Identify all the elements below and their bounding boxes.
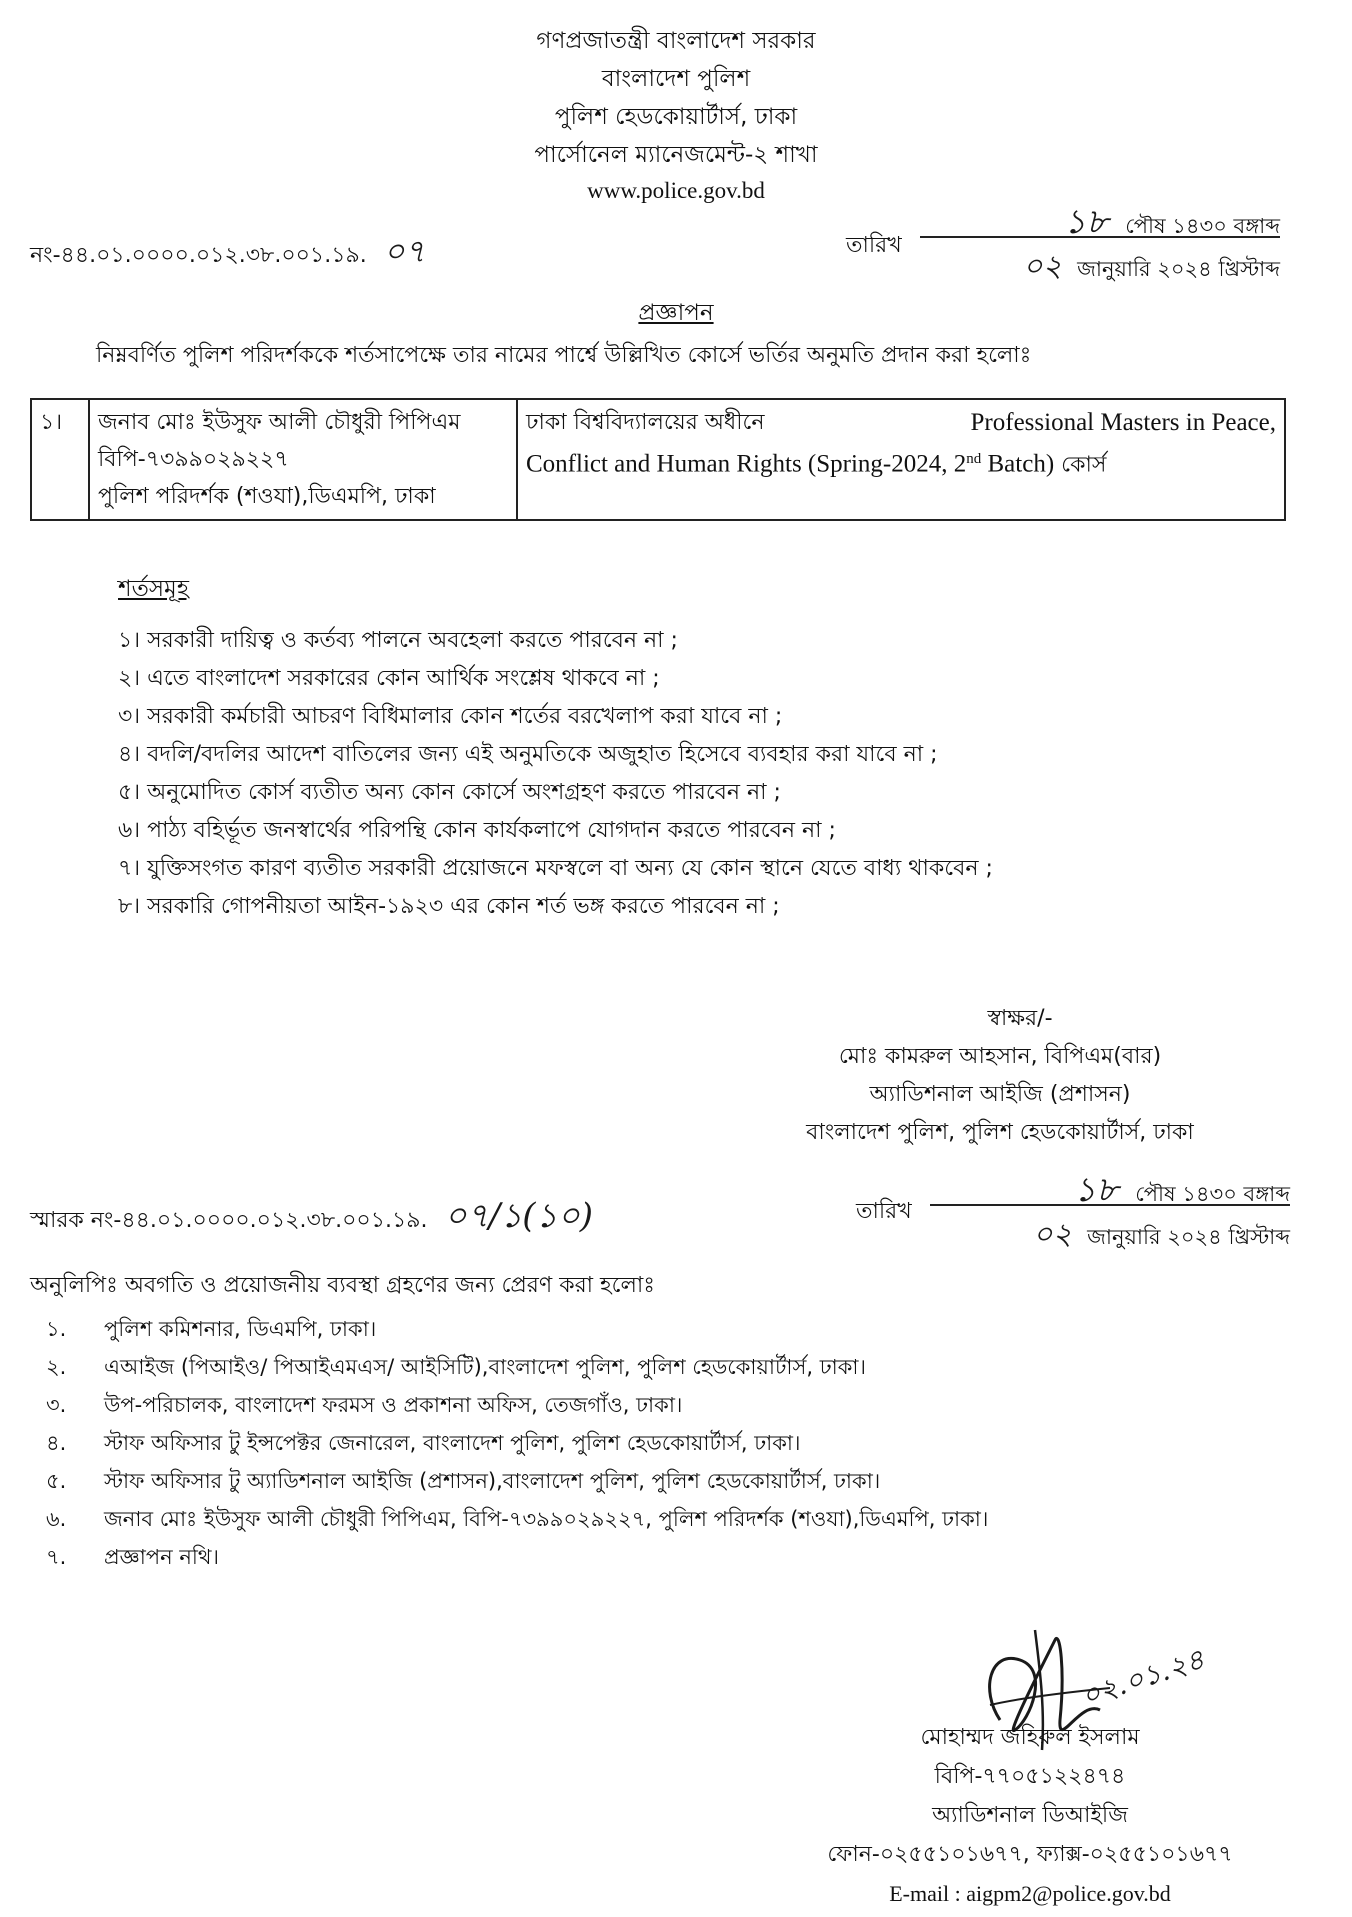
signatory-2-phone: ফোন-০২৫৫১০১৬৭৭, ফ্যাক্স-০২৫৫১০১৬৭৭ xyxy=(827,1842,1233,1867)
condition-item: ২। এতে বাংলাদেশ সরকারের কোন আর্থিক সংশ্লেষ থাকবে না ; xyxy=(118,666,660,691)
date-label: তারিখ xyxy=(846,233,902,258)
bangla-day: ১৮ xyxy=(1064,202,1109,242)
course-title-line2: Conflict and Human Rights (Spring-2024, 2 xyxy=(526,450,967,478)
signature-block-2 xyxy=(800,1718,1260,1913)
handwritten-signature-date: ০২.০১.২৪ xyxy=(1077,1642,1209,1713)
copy-number: ৭. xyxy=(46,1545,67,1569)
notice-title: প্রজ্ঞাপন xyxy=(638,300,714,326)
memo-prefix-2: স্মারক নং-৪৪.০১.০০০০.০১২.৩৮.০০১.১৯. xyxy=(30,1208,428,1233)
copy-recipient: স্টাফ অফিসার টু ইন্সপেক্টর জেনারেল, বাংলাদেশ পুলিশ, পুলিশ হেডকোয়ার্টার্স, ঢাকা। xyxy=(104,1431,801,1455)
memo-prefix: নং-৪৪.০১.০০০০.০১২.৩৮.০০১.১৯. xyxy=(30,243,367,268)
list-item xyxy=(46,1310,1296,1348)
list-item xyxy=(46,1386,1296,1424)
copy-recipient: স্টাফ অফিসার টু অ্যাডিশনাল আইজি (প্রশাসন),বাংলাদেশ পুলিশ, পুলিশ হেডকোয়ার্টার্স, ঢাকা। xyxy=(104,1469,881,1493)
memo-handwritten-number: ০৭ xyxy=(383,232,426,270)
date-label-2: তারিখ xyxy=(856,1199,912,1224)
bangla-date: পৌষ ১৪৩০ বঙ্গাব্দ xyxy=(1125,214,1280,238)
copy-recipient: জনাব মোঃ ইউসুফ আলী চৌধুরী পিপিএম, বিপি-৭৩৯৯০২৯২২৭, পুলিশ পরিদর্শক (শওযা),ডিএমপি, ঢাকা। xyxy=(104,1507,989,1531)
gregorian-date: জানুয়ারি ২০২৪ খ্রিস্টাব্দ xyxy=(1077,257,1280,281)
condition-item: ৭। যুক্তিসংগত কারণ ব্যতীত সরকারী প্রয়োজনে মফস্বলে বা অন্য যে কোন স্থানে যেতে বাধ্য থাকবেন ; xyxy=(118,856,993,881)
nominee-post: পুলিশ পরিদর্শক (শওযা),ডিএমপি, ঢাকা xyxy=(98,484,436,509)
table-row xyxy=(31,399,1285,520)
list-item xyxy=(46,1538,1296,1576)
signatory-office: বাংলাদেশ পুলিশ, পুলিশ হেডকোয়ার্টার্স, ঢাকা xyxy=(806,1120,1194,1145)
bangla-day-2: ১৮ xyxy=(1074,1170,1119,1210)
copy-recipient: পুলিশ কমিশনার, ডিএমপি, ঢাকা। xyxy=(104,1317,377,1341)
signed-mark: স্বাক্ষর/- xyxy=(987,1006,1053,1031)
nominee-name: জনাব মোঃ ইউসুফ আলী চৌধুরী পিপিএম xyxy=(98,410,461,435)
nominee-bp: বিপি-৭৩৯৯০২৯২২৭ xyxy=(98,447,289,472)
list-item xyxy=(46,1462,1296,1500)
copy-number: ২. xyxy=(46,1355,67,1379)
date-block xyxy=(920,196,1280,293)
condition-item: ৫। অনুমোদিত কোর্স ব্যতীত অন্য কোন কোর্সে অংশগ্রহণ করতে পারবেন না ; xyxy=(118,780,781,805)
government-name: গণপ্রজাতন্ত্রী বাংলাদেশ সরকার xyxy=(536,28,816,54)
copy-number: ৬. xyxy=(46,1507,67,1531)
condition-item: ১। সরকারী দায়িত্ব ও কর্তব্য পালনে অবহেলা করতে পারবেন না ; xyxy=(118,628,678,653)
course-suffix: কোর্স xyxy=(1061,452,1107,478)
organization-name: বাংলাদেশ পুলিশ xyxy=(601,66,751,92)
gregorian-day-2: ০২ xyxy=(1032,1217,1072,1252)
copy-number: ৫. xyxy=(46,1469,67,1493)
branch-name: পার্সোনেল ম্যানেজমেন্ট-২ শাখা xyxy=(534,142,818,168)
signatory-name: মোঃ কামরুল আহসান, বিপিএম(বার) xyxy=(838,1044,1162,1069)
course-batch: Batch) xyxy=(981,450,1055,478)
copy-recipient: এআইজ (পিআইও/ পিআইএমএস/ আইসিটি),বাংলাদেশ পুলিশ, পুলিশ হেডকোয়ার্টার্স, ঢাকা। xyxy=(104,1355,866,1379)
condition-item: ৬। পাঠ্য বহির্ভূত জনস্বার্থের পরিপন্থি কোন কার্যকলাপে যোগদান করতে পারবেন না ; xyxy=(118,818,836,843)
condition-item: ৪। বদলি/বদলির আদেশ বাতিলের জন্য এই অনুমতিকে অজুহাত হিসেবে ব্যবহার করা যাবে না ; xyxy=(118,742,938,767)
gregorian-day: ০২ xyxy=(1022,249,1062,284)
condition-item: ৩। সরকারী কর্মচারী আচরণ বিধিমালার কোন শর্তের বরখেলাপ করা যাবে না ; xyxy=(118,704,783,729)
signature-block-1 xyxy=(730,1000,1270,1152)
bangla-date-2: পৌষ ১৪৩০ বঙ্গাব্দ xyxy=(1135,1182,1290,1206)
date-block-2 xyxy=(930,1164,1290,1261)
list-item xyxy=(46,1348,1296,1386)
list-item xyxy=(46,1424,1296,1462)
copy-number: ৩. xyxy=(46,1393,67,1417)
copy-recipient: উপ-পরিচালক, বাংলাদেশ ফরমস ও প্রকাশনা অফিস, তেজগাঁও, ঢাকা। xyxy=(104,1393,683,1417)
copy-number: ৪. xyxy=(46,1431,67,1455)
condition-item: ৮। সরকারি গোপনীয়তা আইন-১৯২৩ এর কোন শর্ত ভঙ্গ করতে পারবেন না ; xyxy=(118,894,780,919)
memo-handwritten-number-2: ০৭/১(১০) xyxy=(444,1196,593,1236)
signatory-2-email[interactable]: E-mail : aigpm2@police.gov.bd xyxy=(889,1881,1171,1906)
serial-cell: ১। xyxy=(31,399,89,520)
copy-recipient: প্রজ্ঞাপন নথি। xyxy=(104,1545,219,1569)
signatory-designation: অ্যাডিশনাল আইজি (প্রশাসন) xyxy=(869,1082,1131,1107)
signatory-2-bp: বিপি-৭৭০৫১২২৪৭৪ xyxy=(934,1764,1126,1789)
memo-number-2 xyxy=(30,1190,593,1247)
nominee-table xyxy=(30,398,1286,521)
nominee-cell xyxy=(89,399,517,520)
memo-number xyxy=(30,226,425,280)
conditions-list xyxy=(118,622,1298,926)
copy-number: ১. xyxy=(46,1317,67,1341)
copies-title: অনুলিপিঃ অবগতি ও প্রয়োজনীয় ব্যবস্থা গ্রহণের জন্য প্রেরণ করা হলোঃ xyxy=(30,1273,655,1298)
course-title-line1: Professional Masters in Peace, xyxy=(970,409,1276,436)
signatory-2-designation: অ্যাডিশনাল ডিআইজি xyxy=(932,1803,1128,1828)
headquarters-name: পুলিশ হেডকোয়ার্টার্স, ঢাকা xyxy=(554,104,798,130)
website-link[interactable]: www.police.gov.bd xyxy=(587,178,765,203)
course-title-sup: nd xyxy=(966,451,982,467)
gregorian-date-2: জানুয়ারি ২০২৪ খ্রিস্টাব্দ xyxy=(1087,1225,1290,1249)
copies-list xyxy=(46,1310,1296,1576)
course-cell xyxy=(517,399,1285,520)
conditions-title: শর্তসমূহ xyxy=(118,576,189,602)
course-university: ঢাকা বিশ্ববিদ্যালয়ের অধীনে xyxy=(526,410,765,435)
notice-intro: নিম্নবর্ণিত পুলিশ পরিদর্শককে শর্তসাপেক্ষে তার নামের পার্শ্বে উল্লিখিত কোর্সে ভর্তির অনুমতি প্রদান করা হলোঃ xyxy=(96,343,1032,368)
list-item xyxy=(46,1500,1296,1538)
signatory-2-name: মোহাম্মদ জহিরুল ইসলাম xyxy=(920,1725,1140,1750)
